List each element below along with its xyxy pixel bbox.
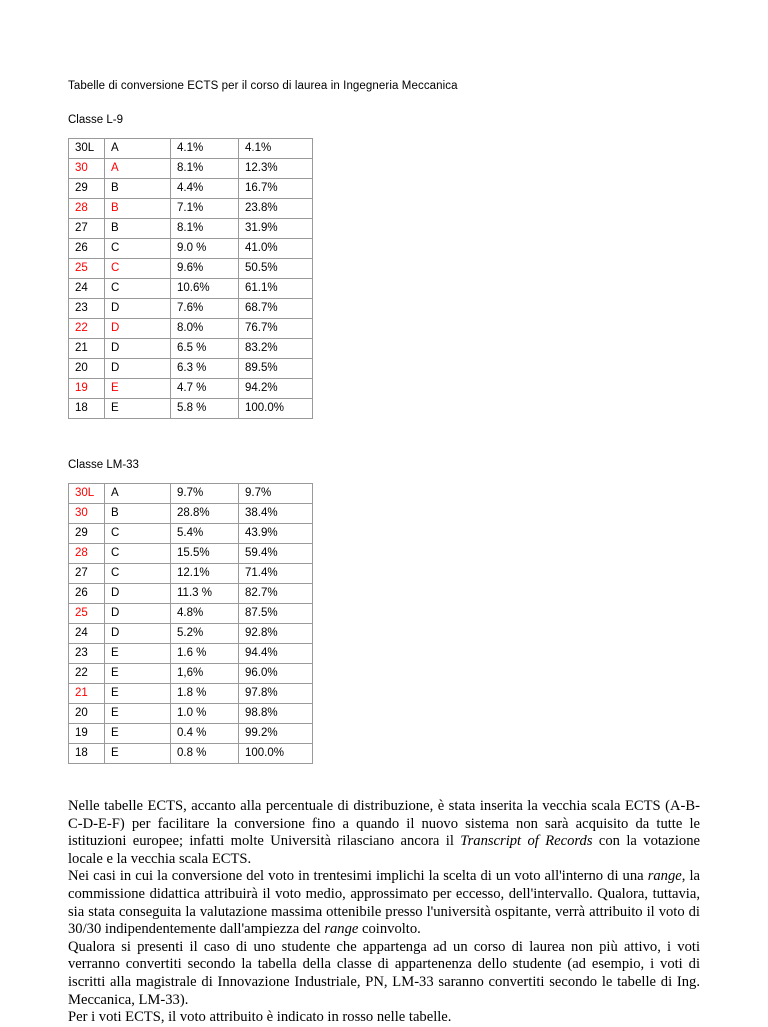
paragraph-1-italic: Transcript of Records [460,833,593,850]
cell-cumulative: 59.4% [239,544,313,564]
cell-percentage: 8.1% [171,159,239,179]
cell-percentage: 11.3 % [171,584,239,604]
cell-letter: D [105,339,171,359]
cell-percentage: 5.2% [171,624,239,644]
paragraph-2-part-a: Nei casi in cui la conversione del voto in trentesimi implichi la scelta di un voto all'interno di una [68,868,648,885]
cell-letter: B [105,219,171,239]
cell-letter: C [105,239,171,259]
cell-letter: E [105,684,171,704]
paragraph-1-part-a: Nelle tabelle ECTS, accanto alla percentuale di distribuzione, è stata inserita la vecchia scala ECTS (A-B-C-D-E-F) per facilitare la conversione fino a quando il nuovo sistema non sarà acquisito da tutte le istituzioni europee; infatti molte Università rilasciano ancora il [68,798,700,850]
cell-cumulative: 98.8% [239,704,313,724]
cell-grade: 27 [69,219,105,239]
cell-grade: 23 [69,644,105,664]
table-row [69,299,313,319]
cell-cumulative: 71.4% [239,564,313,584]
cell-grade: 30L [69,139,105,159]
cell-cumulative: 68.7% [239,299,313,319]
section-label-l9: Classe L-9 [68,114,123,126]
table-row [69,319,313,339]
cell-letter: C [105,544,171,564]
section-label-lm33: Classe LM-33 [68,459,139,471]
cell-letter: E [105,664,171,684]
table-row [69,724,313,744]
cell-grade: 19 [69,724,105,744]
table-row [69,704,313,724]
cell-grade: 25 [69,604,105,624]
cell-cumulative: 38.4% [239,504,313,524]
cell-cumulative: 12.3% [239,159,313,179]
cell-cumulative: 94.2% [239,379,313,399]
cell-cumulative: 97.8% [239,684,313,704]
cell-cumulative: 76.7% [239,319,313,339]
table-row [69,504,313,524]
cell-cumulative: 43.9% [239,524,313,544]
paragraph-2-italic-2: range [324,921,359,938]
spacer-between-tables [68,419,700,459]
table-row [69,139,313,159]
cell-percentage: 9.7% [171,484,239,504]
cell-cumulative: 87.5% [239,604,313,624]
paragraph-2-italic-1: range [647,868,682,885]
cell-letter: D [105,584,171,604]
table-row [69,664,313,684]
cell-cumulative: 92.8% [239,624,313,644]
cell-letter: D [105,604,171,624]
cell-cumulative: 94.4% [239,644,313,664]
paragraph-2-part-c: coinvolto. [358,921,421,938]
cell-grade: 20 [69,704,105,724]
cell-cumulative: 4.1% [239,139,313,159]
table-row [69,604,313,624]
cell-grade: 29 [69,179,105,199]
cell-letter: E [105,744,171,764]
table-row [69,199,313,219]
cell-letter: C [105,524,171,544]
cell-percentage: 5.4% [171,524,239,544]
table-row [69,179,313,199]
page-title: Tabelle di conversione ECTS per il corso di laurea in Ingegneria Meccanica [68,80,458,92]
cell-percentage: 0.8 % [171,744,239,764]
paragraph-1 [68,798,700,868]
cell-percentage: 6.3 % [171,359,239,379]
cell-grade: 18 [69,744,105,764]
cell-letter: A [105,484,171,504]
cell-percentage: 4.8% [171,604,239,624]
cell-percentage: 6.5 % [171,339,239,359]
paragraph-2-part-b: , la commissione didattica attribuirà il voto medio, approssimato per eccesso, dell'intervallo. Qualora, tuttavia, sia stata conseguita la valutazione massima ottenibile presso l'università ospitante, verrà attribuito il voto di 30/30 indipendentemente dall'ampiezza del [68,868,700,938]
cell-grade: 30 [69,159,105,179]
cell-cumulative: 89.5% [239,359,313,379]
cell-cumulative: 50.5% [239,259,313,279]
cell-letter: E [105,644,171,664]
cell-percentage: 1,6% [171,664,239,684]
cell-percentage: 5.8 % [171,399,239,419]
cell-cumulative: 61.1% [239,279,313,299]
cell-cumulative: 100.0% [239,744,313,764]
cell-letter: B [105,504,171,524]
table-row [69,379,313,399]
cell-grade: 24 [69,279,105,299]
cell-grade: 28 [69,199,105,219]
cell-grade: 25 [69,259,105,279]
table-row [69,564,313,584]
cell-cumulative: 99.2% [239,724,313,744]
paragraph-1-part-b: con la votazione locale e la vecchia scala ECTS. [68,833,700,867]
table-row [69,239,313,259]
cell-percentage: 9.0 % [171,239,239,259]
cell-letter: A [105,159,171,179]
ects-table-lm33-body [69,484,313,764]
table-row [69,624,313,644]
cell-letter: E [105,724,171,744]
paragraph-4: Per i voti ECTS, il voto attribuito è indicato in rosso nelle tabelle. [68,1009,452,1026]
table-row [69,219,313,239]
cell-letter: D [105,624,171,644]
table-row [69,159,313,179]
cell-cumulative: 83.2% [239,339,313,359]
cell-grade: 23 [69,299,105,319]
cell-cumulative: 82.7% [239,584,313,604]
table-row [69,399,313,419]
cell-grade: 26 [69,584,105,604]
cell-percentage: 9.6% [171,259,239,279]
cell-letter: E [105,399,171,419]
cell-percentage: 7.6% [171,299,239,319]
table-row [69,544,313,564]
cell-cumulative: 16.7% [239,179,313,199]
ects-table-lm33 [68,483,313,764]
table-row [69,744,313,764]
cell-grade: 22 [69,664,105,684]
cell-percentage: 0.4 % [171,724,239,744]
cell-grade: 22 [69,319,105,339]
cell-percentage: 4.7 % [171,379,239,399]
cell-percentage: 28.8% [171,504,239,524]
paragraph-2 [68,868,700,938]
cell-letter: C [105,564,171,584]
cell-grade: 24 [69,624,105,644]
cell-grade: 29 [69,524,105,544]
table-row [69,279,313,299]
cell-percentage: 1.6 % [171,644,239,664]
cell-percentage: 8.0% [171,319,239,339]
cell-percentage: 7.1% [171,199,239,219]
cell-grade: 19 [69,379,105,399]
table-row [69,584,313,604]
cell-grade: 20 [69,359,105,379]
cell-letter: D [105,299,171,319]
cell-cumulative: 31.9% [239,219,313,239]
cell-letter: A [105,139,171,159]
table-row [69,524,313,544]
cell-grade: 27 [69,564,105,584]
table-row [69,339,313,359]
ects-table-l9-body [69,139,313,419]
cell-letter: D [105,319,171,339]
cell-percentage: 12.1% [171,564,239,584]
table-row [69,259,313,279]
cell-percentage: 15.5% [171,544,239,564]
cell-grade: 30 [69,504,105,524]
cell-grade: 28 [69,544,105,564]
cell-letter: C [105,279,171,299]
cell-letter: B [105,199,171,219]
table-row [69,684,313,704]
cell-grade: 26 [69,239,105,259]
cell-percentage: 1.8 % [171,684,239,704]
paragraph-3: Qualora si presenti il caso di uno studente che appartenga ad un corso di laurea non più attivo, i voti verranno convertiti secondo la tabella della classe di appartenenza dello studente (ad esempio, i voti di iscritti alla magistrale di Innovazione Industriale, PN, LM-33 saranno convertiti secondo le tabelle di Ing. Meccanica, LM-33). [68,938,700,1008]
cell-letter: D [105,359,171,379]
cell-letter: C [105,259,171,279]
cell-cumulative: 96.0% [239,664,313,684]
cell-letter: B [105,179,171,199]
cell-grade: 21 [69,339,105,359]
cell-cumulative: 23.8% [239,199,313,219]
cell-percentage: 4.4% [171,179,239,199]
cell-cumulative: 9.7% [239,484,313,504]
cell-grade: 30L [69,484,105,504]
cell-percentage: 1.0 % [171,704,239,724]
cell-letter: E [105,704,171,724]
cell-letter: E [105,379,171,399]
ects-table-l9 [68,138,313,419]
cell-percentage: 8.1% [171,219,239,239]
table-row [69,484,313,504]
cell-grade: 18 [69,399,105,419]
cell-percentage: 10.6% [171,279,239,299]
table-row [69,359,313,379]
body-text [68,798,700,1027]
cell-cumulative: 100.0% [239,399,313,419]
cell-cumulative: 41.0% [239,239,313,259]
table-row [69,644,313,664]
cell-percentage: 4.1% [171,139,239,159]
cell-grade: 21 [69,684,105,704]
